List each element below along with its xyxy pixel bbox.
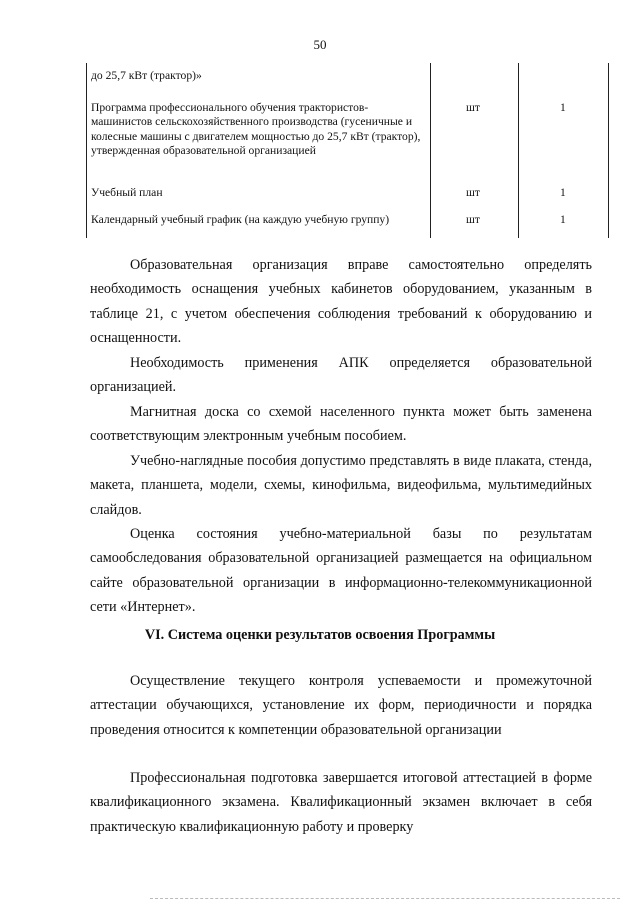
table-row-unit: шт — [466, 101, 480, 114]
equipment-table-fragment — [86, 63, 609, 238]
paragraph-progress-control: Осуществление текущего контроля успеваемости и промежуточной аттестации обучающихся, установление их форм, периодичности и порядка проведения относится к компетенции образовательной организации — [90, 673, 592, 738]
table-row-unit: шт — [466, 186, 480, 199]
paragraph-visual-aids: Учебно-наглядные пособия допустимо представлять в виде плаката, стенда, макета, планшета, модели, схемы, кинофильма, видеофильма, мультимедийных слайдов. — [90, 453, 592, 518]
paragraph-apk-usage: Необходимость применения АПК определяется образовательной организацией. — [90, 355, 592, 396]
paragraph-equipment-necessity: Образовательная организация вправе самостоятельно определять необходимость оснащения учебных кабинетов оборудованием, указанным в таблице 21, с учетом обеспечения соблюдения требований к оборудованию и оснащенности. — [90, 257, 592, 347]
table-row-unit: шт — [466, 213, 480, 226]
table-border-right — [608, 63, 609, 238]
section-heading: VI. Система оценки результатов освоения Программы — [144, 627, 496, 643]
page-number: 50 — [313, 37, 327, 52]
table-column-divider-qty — [518, 63, 519, 238]
table-row-item-name: Учебный план — [91, 186, 163, 199]
table-row-item-name: Программа профессионального обучения трактористов-машинистов сельскохозяйственного производства (гусеничные и колесные машины с двигателем мощностью до 25,7 кВт (трактор), утвержденная образовательной организацией — [91, 101, 421, 158]
table-border-left — [86, 63, 87, 238]
paragraph-magnetic-board: Магнитная доска со схемой населенного пункта может быть заменена соответствующим электронным учебным пособием. — [90, 404, 592, 445]
table-row-item-name: до 25,7 кВт (трактор)» — [91, 69, 202, 82]
table-column-divider-unit — [430, 63, 431, 238]
scan-edge-line — [150, 898, 620, 899]
paragraph-final-attestation: Профессиональная подготовка завершается итоговой аттестацией в форме квалификационного экзамена. Квалификационный экзамен включает в себя практическую квалификационную работу и проверку — [90, 770, 592, 835]
table-row-item-name: Календарный учебный график (на каждую учебную группу) — [91, 213, 390, 226]
paragraph-self-assessment: Оценка состояния учебно-материальной базы по результатам самообследования образовательной организацией размещается на официальном сайте образовательной организации в информационно-телекоммуникационной сети «Интернет». — [90, 526, 592, 616]
table-row-quantity: 1 — [560, 213, 566, 226]
table-row-quantity: 1 — [560, 186, 566, 199]
table-row-quantity: 1 — [560, 101, 566, 114]
